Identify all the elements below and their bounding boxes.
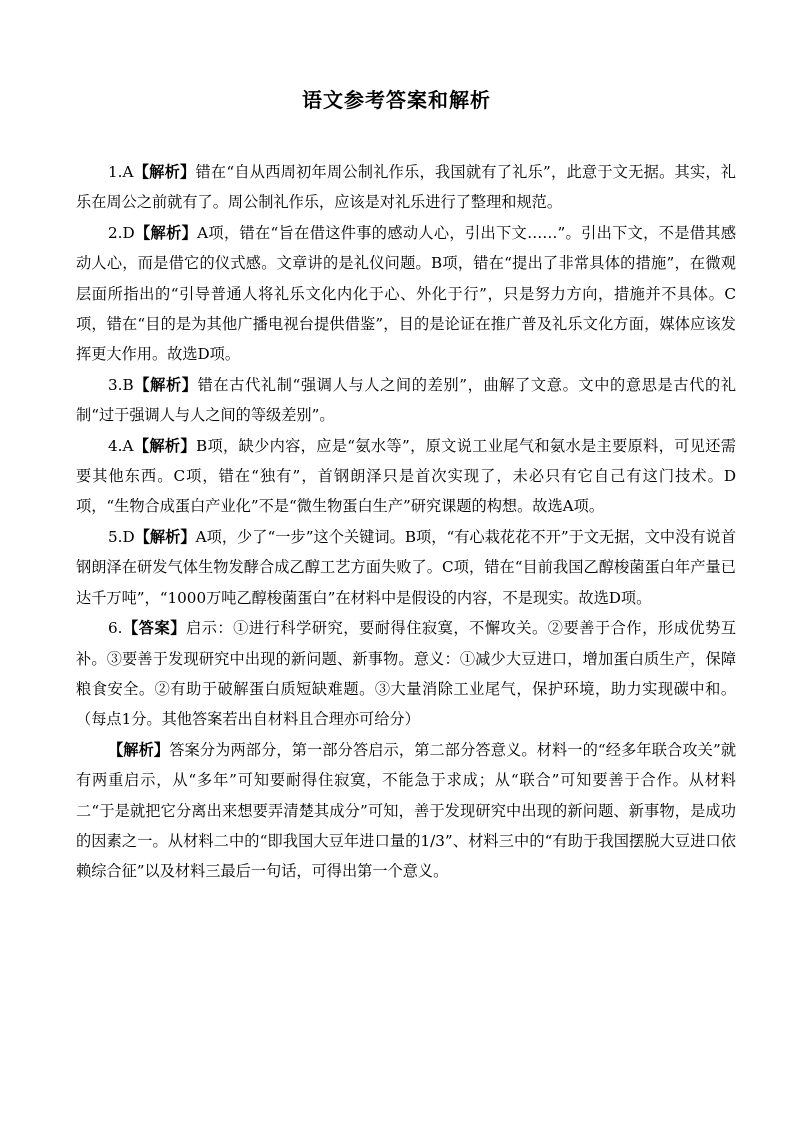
item-number: 2.D bbox=[108, 223, 135, 242]
item-text: 答案分为两部分，第一部分答启示，第二部分答意义。材料一的“经多年联合攻关”就有两重启示，从“多年”可知要耐得住寂寞，不能急于求成；从“联合”可知要善于合作。从材料二“于是就把它分离出来想要弄清楚其成分”可知，善于发现研究中出现的新问题、新事物，是成功的因素之一。从材料二中的“即我国大豆年进口量的1/3”、材料三中的“有助于我国摆脱大豆进口依赖综合征”以及材料三最后一句话，可得出第一个意义。 bbox=[76, 740, 737, 881]
item-text: A项，少了“一步”这个关键词。B项，“有心栽花花不开”于文无据，文中没有说首钢朗泽在研发气体生物发酵合成乙醇工艺方面失败了。C项，错在“目前我国乙醇梭菌蛋白年产量已达千万吨”，“1000万吨乙醇梭菌蛋白”在材料中是假设的内容，不是现实。故选D项。 bbox=[76, 527, 737, 607]
item-tag: 【解析】 bbox=[133, 163, 196, 181]
answer-item-2 bbox=[76, 218, 736, 370]
item-number: 1.A bbox=[108, 163, 134, 181]
item-text: A项，错在“旨在借这件事的感动人心，引出下文……”。引出下文，不是借其感动人心，而是借它的仪式感。文章讲的是礼仪问题。B项，错在“提出了非常具体的措施”，在微观层面所指出的“引导普通人将礼乐文化内化于心、外化于行”，只是努力方向，措施并不具体。C项，错在“目的是为其他广播电视台提供借鉴”，目的是论证在推广普及礼乐文化方面，媒体应该发挥更大作用。故选D项。 bbox=[76, 223, 737, 364]
answer-item-1 bbox=[76, 157, 736, 218]
answer-item-5 bbox=[76, 522, 736, 613]
answer-item-6 bbox=[76, 613, 736, 735]
item-text: B项，缺少内容，应是“氨水等”，原文说工业尾气和氨水是主要原料，可见还需要其他东西。C项，错在“独有”，首钢朗泽只是首次实现了，未必只有它自己有这门技术。D项，“生物合成蛋白产业化”不是“微生物蛋白生产”研究课题的构想。故选A项。 bbox=[76, 436, 736, 516]
answer-item-6-analysis bbox=[76, 735, 736, 887]
page-title: 语文参考答案和解析 bbox=[302, 88, 491, 112]
item-tag: 【解析】 bbox=[134, 223, 198, 242]
item-number: 6. bbox=[108, 619, 123, 638]
answer-body bbox=[76, 157, 736, 887]
answer-item-3 bbox=[76, 370, 736, 431]
answer-item-4 bbox=[76, 431, 736, 522]
item-text: 错在古代礼制“强调人与人之间的差别”，曲解了文意。文中的意思是古代的礼制“过于强调人与人之间的等级差别”。 bbox=[76, 375, 737, 425]
item-tag: 【解析】 bbox=[133, 375, 198, 394]
item-number: 5.D bbox=[108, 527, 135, 546]
item-tag: 【解析】 bbox=[133, 436, 196, 455]
item-tag: 【答案】 bbox=[122, 619, 186, 638]
item-tag: 【解析】 bbox=[134, 527, 196, 546]
item-text: 启示：①进行科学研究，要耐得住寂寞，不懈攻关。②要善于合作，形成优势互补。③要善于发现研究中出现的新问题、新事物。意义：①减少大豆进口，增加蛋白质生产，保障粮食安全。②有助于破解蛋白质短缺难题。③大量消除工业尾气，保护环境，助力实现碳中和。（每点1分。其他答案若出自材料且合理亦可给分） bbox=[76, 619, 737, 729]
item-tag: 【解析】 bbox=[108, 740, 170, 759]
item-number: 4.A bbox=[108, 436, 134, 455]
item-number: 3.B bbox=[108, 375, 134, 394]
item-text: 错在“自从西周初年周公制礼作乐，我国就有了礼乐”，此意于文无据。其实，礼乐在周公之前就有了。周公制礼作乐，应该是对礼乐进行了整理和规范。 bbox=[76, 163, 736, 212]
